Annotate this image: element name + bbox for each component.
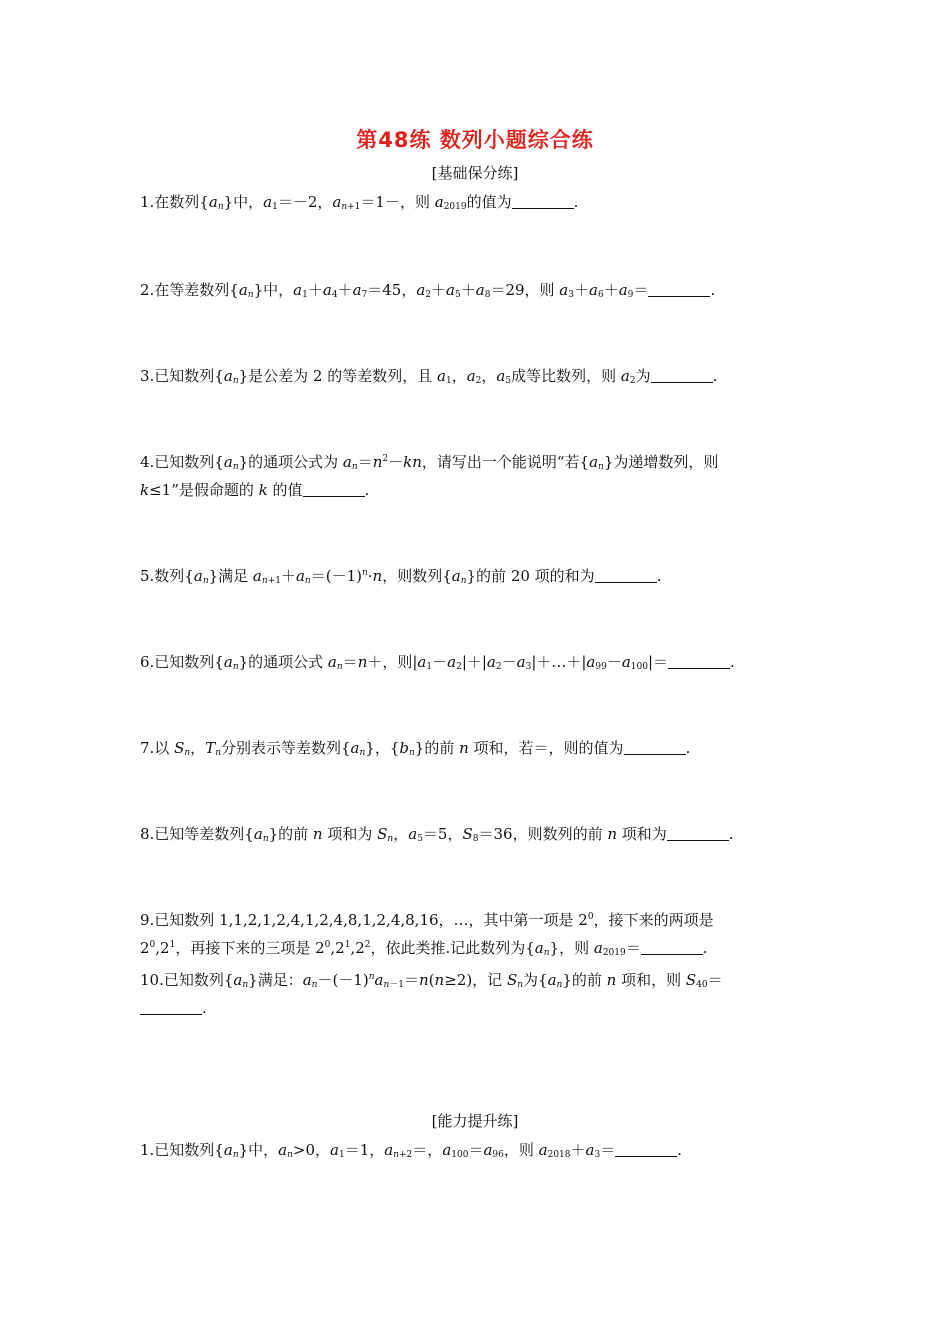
- page-title: 第48练 数列小题综合练: [356, 128, 594, 152]
- question-5-text: 5.数列$\{a_n\}$满足 $a_{n+1}+a_n=(-1)^n\cdot n$，则数列$\{a_n\}$的前 20 项的和为 .: [140, 567, 662, 586]
- question-1: [140, 188, 812, 216]
- advanced-question-1: [140, 1136, 812, 1164]
- question-2-text: 2.在等差数列$\{a_n\}$中，$a_1+a_4+a_7=45$，$a_2+a_5+a_8=29$，则 $a_3+a_6+a_9=$ .: [140, 281, 716, 300]
- section-heading-basic: [基础保分练]: [431, 164, 519, 182]
- question-10: 10.已知数列$\{a_n\}$满足：$a_n-(-1)^na_{n-1}=n(n\ge 2)$，记 $S_n$为$\{a_n\}$的前 n 项和，则 $S_{40}=$ .: [140, 966, 812, 1022]
- question-6-text: 6.已知数列$\{a_n\}$的通项公式 $a_n=n+$，则$|a_1-a_2|+|a_2-a_3|+\dots+|a_{99}-a_{100}|=$ .: [140, 653, 735, 672]
- question-8: [140, 820, 812, 848]
- question-4-text: 4.已知数列$\{a_n\}$的通项公式为 $a_n=n^2-kn$，请写出一个能说明“若$\{a_n\}$为递增数列，则: [140, 453, 719, 472]
- question-3: [140, 362, 812, 390]
- question-7: [140, 734, 812, 762]
- advanced-question-1-text: 1.已知数列$\{a_n\}$中，$a_n>0$，$a_1=1$，$a_{n+2}=$，$a_{100}=a_{96}$，则 $a_{2018}+a_3=$ .: [140, 1141, 683, 1160]
- question-9-text: 9.已知数列 1,1,2,1,2,4,1,2,4,8,1,2,4,8,16，…，其中第一项是 $2^0$，接下来的两项是: [140, 911, 714, 929]
- question-10-text: 10.已知数列$\{a_n\}$满足：$a_n-(-1)^na_{n-1}=n(n\ge 2)$，记 $S_n$为$\{a_n\}$的前 n 项和，则 $S_{40}=$: [140, 971, 723, 990]
- question-3-text: 3.已知数列$\{a_n\}$是公差为 2 的等差数列，且 $a_1$，$a_2$，$a_5$成等比数列，则 $a_2$为 .: [140, 367, 718, 386]
- question-2: [140, 276, 812, 304]
- question-7-text: 7.以 $S_n$，$T_n$分别表示等差数列$\{a_n\}$，$\{b_n\}$的前 n 项和，若＝，则的值为 .: [140, 739, 691, 758]
- question-9: 9.已知数列 1,1,2,1,2,4,1,2,4,8,1,2,4,8,16，…，其中第一项是 $2^0$，接下来的两项是 $2^0,2^1$，再接下来的三项是 $2^0,2^1,2^2$，依此类推.记此数列为$\{a_n\}$，则 $a_{2019}=$ .: [140, 906, 812, 962]
- question-5: [140, 562, 812, 590]
- question-1-text: 1.在数列$\{a_n\}$中，$a_1=-2$，$a_{n+1}=1-$，则 $a_{2019}$的值为 .: [140, 193, 579, 212]
- section-heading-advanced: [能力提升练]: [431, 1112, 519, 1130]
- question-8-text: 8.已知等差数列$\{a_n\}$的前 n 项和为 $S_n$，$a_5=5$，$S_8=36$，则数列的前 n 项和为 .: [140, 825, 734, 844]
- question-6: [140, 648, 812, 676]
- question-4: 4.已知数列$\{a_n\}$的通项公式为 $a_n=n^2-kn$，请写出一个能说明“若$\{a_n\}$为递增数列，则 k≤1”是假命题的 k 的值 .: [140, 448, 812, 504]
